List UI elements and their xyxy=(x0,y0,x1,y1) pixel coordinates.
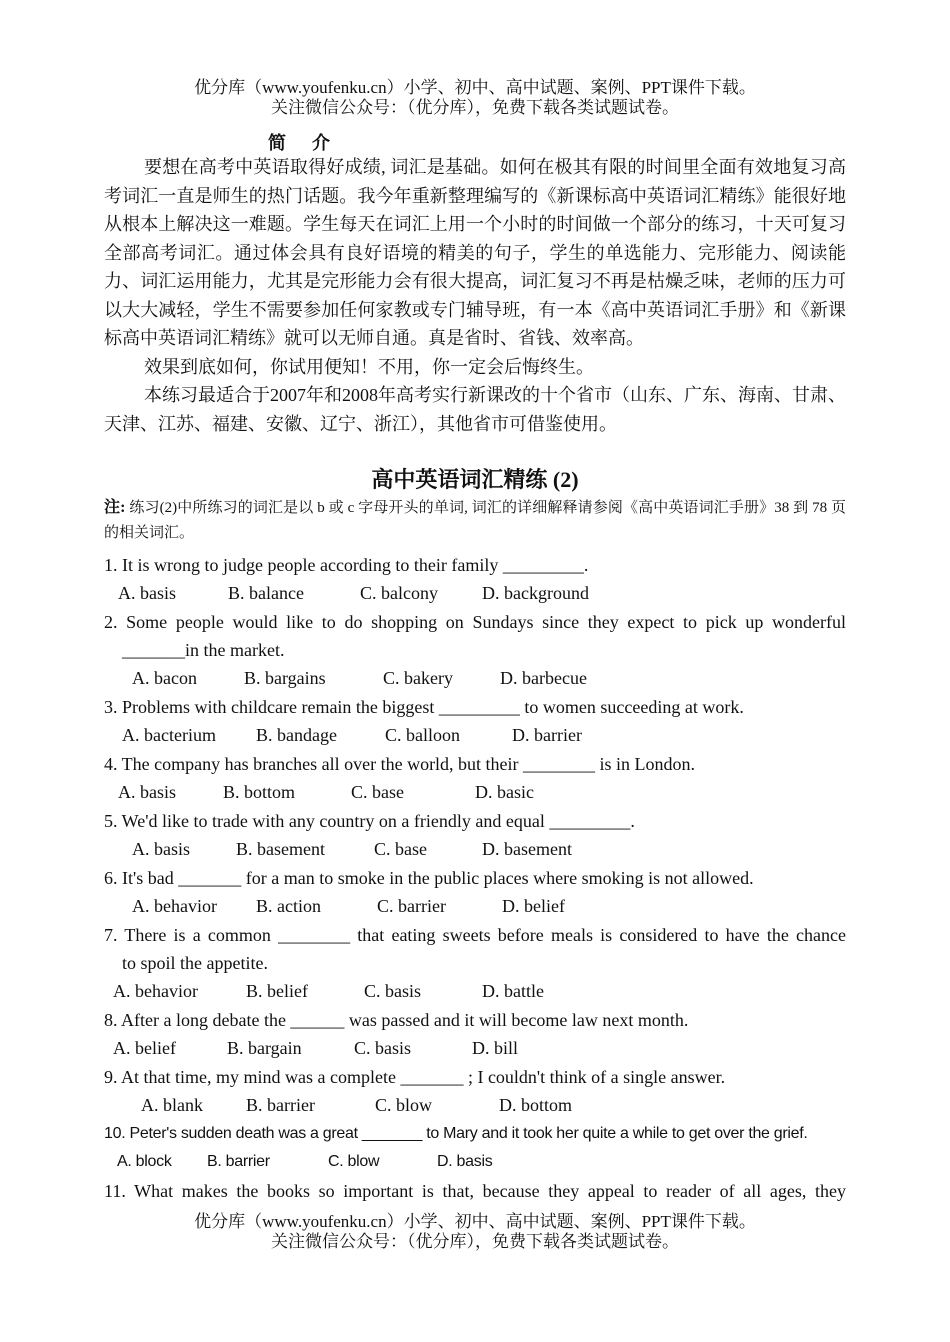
option-d: D. basis xyxy=(437,1153,493,1170)
question-stem: 8. After a long debate the ______ was passed and it will become law next month. xyxy=(104,1010,689,1030)
question-stem-continued: _______in the market. xyxy=(122,640,285,660)
option-d: D. basic xyxy=(475,782,534,802)
intro-paragraph: 本练习最适合于2007年和2008年高考实行新课改的十个省市（山东、广东、海南、甘肃、天津、江苏、福建、安徽、辽宁、浙江），其他省市可借鉴使用。 xyxy=(104,385,846,434)
option-b: B. belief xyxy=(246,981,308,1001)
question-stem: 5. We'd like to trade with any country on a friendly and equal _________. xyxy=(104,811,635,831)
option-b: B. balance xyxy=(228,583,304,603)
option-c: C. blow xyxy=(328,1153,380,1170)
intro-paragraph: 效果到底如何，你试用便知！不用，你一定会后悔终生。 xyxy=(144,356,594,377)
option-a: A. block xyxy=(117,1153,172,1170)
option-a: A. behavior xyxy=(113,981,198,1001)
option-c: C. basis xyxy=(354,1038,412,1058)
note-text: 练习(2)中所练习的词汇是以 b 或 c 字母开头的单词, 词汇的详细解释请参阅《高中英语词汇手册》38 到 78 页的相关词汇。 xyxy=(104,500,847,541)
intro-title: 简介 xyxy=(268,133,356,153)
option-d: D. barrier xyxy=(512,725,582,745)
option-d: D. bill xyxy=(472,1038,519,1058)
question-stem: 7. There is a common ________ that eating sweets before meals is considered to have the chance xyxy=(104,925,846,945)
option-c: C. balcony xyxy=(360,583,438,603)
option-b: B. bargains xyxy=(244,668,326,688)
option-b: B. barrier xyxy=(246,1095,315,1115)
option-d: D. bottom xyxy=(499,1095,573,1115)
option-a: A. behavior xyxy=(132,896,217,916)
option-b: B. basement xyxy=(236,839,325,859)
intro-body xyxy=(104,153,846,438)
option-b: B. barrier xyxy=(207,1153,270,1170)
question-stem: 10. Peter's sudden death was a great _______ to Mary and it took her quite a while to get over the grief. xyxy=(104,1125,808,1142)
question-stem: 6. It's bad _______ for a man to smoke in the public places where smoking is not allowed. xyxy=(104,868,754,888)
question-stem: 2. Some people would like to do shopping on Sundays since they expect to pick up wonderful xyxy=(104,612,846,632)
option-b: B. bottom xyxy=(223,782,296,802)
option-c: C. base xyxy=(374,839,427,859)
option-a: A. basis xyxy=(132,839,190,859)
question-stem: 4. The company has branches all over the world, but their ________ is in London. xyxy=(104,754,696,774)
header-line-2: 关注微信公众号：（优分库），免费下载各类试题试卷。 xyxy=(271,98,679,117)
exercise-note xyxy=(104,495,846,546)
note-label: 注: xyxy=(104,499,126,516)
option-a: A. belief xyxy=(113,1038,176,1058)
option-d: D. barbecue xyxy=(500,668,587,688)
option-d: D. battle xyxy=(482,981,544,1001)
option-a: A. basis xyxy=(118,583,176,603)
option-b: B. bandage xyxy=(256,725,337,745)
option-d: D. background xyxy=(482,583,589,603)
option-c: C. base xyxy=(351,782,404,802)
option-c: C. blow xyxy=(375,1095,433,1115)
intro-paragraph: 要想在高考中英语取得好成绩, 词汇是基础。如何在极其有限的时间里全面有效地复习高考词汇一直是师生的热门话题。我今年重新整理编写的《新课标高中英语词汇精练》能很好地从根本上解决这一难题。学生每天在词汇上用一个小时的时间做一个部分的练习，十天可复习全部高考词汇。通过体会具有良好语境的精美的句子，学生的单选能力、完形能力、阅读能力、词汇运用能力，尤其是完形能力会有很大提高，词汇复习不再是枯燥乏味，老师的压力可以大大减轻，学生不需要参加任何家教或专门辅导班，有一本《高中英语词汇手册》和《新课标高中英语词汇精练》就可以无师自通。真是省时、省钱、效率高。 xyxy=(104,157,846,348)
question-stem: 9. At that time, my mind was a complete _______ ; I couldn't think of a single answer. xyxy=(104,1067,726,1087)
header-line-1: 优分库（www.youfenku.cn）小学、初中、高中试题、案例、PPT课件下载。 xyxy=(194,78,756,97)
question-stem: 3. Problems with childcare remain the biggest _________ to women succeeding at work. xyxy=(104,697,744,717)
footer-line-2: 关注微信公众号：（优分库），免费下载各类试题试卷。 xyxy=(271,1232,679,1251)
option-d: D. belief xyxy=(502,896,565,916)
option-c: C. barrier xyxy=(377,896,446,916)
option-a: A. bacon xyxy=(132,668,197,688)
option-c: C. bakery xyxy=(383,668,453,688)
option-b: B. bargain xyxy=(227,1038,302,1058)
option-c: C. balloon xyxy=(385,725,460,745)
option-a: A. blank xyxy=(141,1095,203,1115)
option-d: D. basement xyxy=(482,839,572,859)
option-c: C. basis xyxy=(364,981,422,1001)
option-b: B. action xyxy=(256,896,321,916)
exercise-title: 高中英语词汇精练 (2) xyxy=(371,467,579,492)
question-stem: 1. It is wrong to judge people according to their family _________. xyxy=(104,555,589,575)
footer-line-1: 优分库（www.youfenku.cn）小学、初中、高中试题、案例、PPT课件下载。 xyxy=(194,1212,756,1231)
question-stem: 11. What makes the books so important is that, because they appeal to reader of all ages, they xyxy=(104,1181,846,1201)
question-stem-continued: to spoil the appetite. xyxy=(122,953,268,973)
option-a: A. basis xyxy=(118,782,176,802)
option-a: A. bacterium xyxy=(122,725,216,745)
